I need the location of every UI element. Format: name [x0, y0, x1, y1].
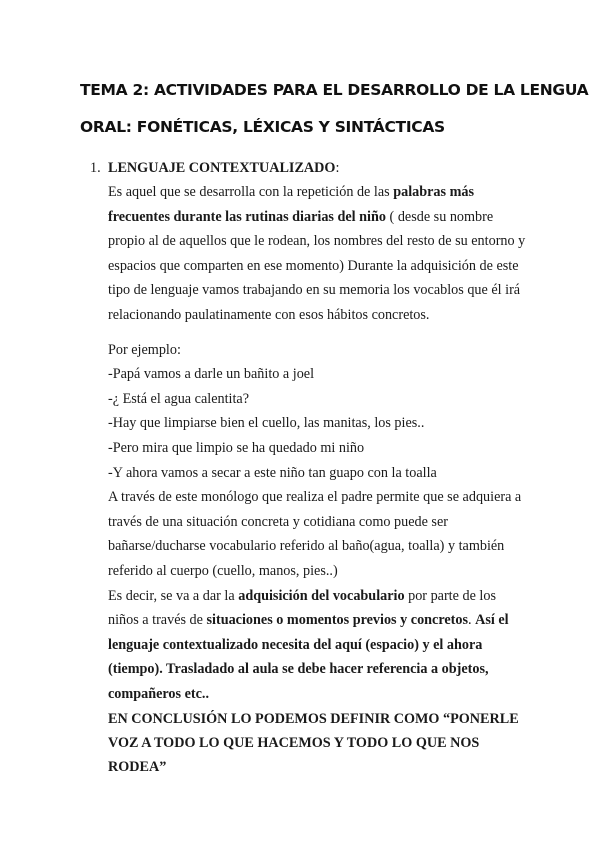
monologue-line: bañarse/ducharse vocabulario referido al baño(agua, toalla) y también — [108, 538, 505, 555]
intro-text-2e: relacionando paulatinamente con esos hábitos concretos. — [108, 306, 430, 323]
example-line: -Pero mira que limpio se ha quedado mi niño — [108, 439, 365, 456]
example-label: Por ejemplo: — [108, 341, 181, 358]
monologue-line: través de una situación concreta y cotidiana como puede ser — [108, 513, 448, 530]
summary-bold-5: (tiempo). Trasladado al aula se debe hacer referencia a objetos, — [108, 661, 489, 678]
conclusion-line: EN CONCLUSIÓN LO PODEMOS DEFINIR COMO “PONERLE — [108, 711, 519, 728]
summary-bold-2: situaciones o momentos previos y concretos — [206, 612, 469, 629]
intro-text-2a: ( desde su nombre — [386, 208, 494, 225]
intro-text-2c: espacios que comparten en ese momento) Durante la adquisición de este — [108, 257, 519, 274]
intro-text-2d: tipo de lenguaje vamos trabajando en su memoria los vocablos que él irá — [108, 282, 521, 299]
document-title — [80, 72, 589, 146]
title-line-2: ORAL: FONÉTICAS, LÉXICAS Y SINTÁCTICAS — [80, 118, 445, 136]
conclusion-line: VOZ A TODO LO QUE HACEMOS Y TODO LO QUE NOS — [108, 735, 480, 752]
section-body — [108, 180, 526, 779]
conclusion-paragraph — [108, 707, 520, 779]
intro-paragraph — [108, 180, 526, 328]
intro-bold-1a: palabras más — [393, 184, 475, 200]
monologue-line: A través de este monólogo que realiza el padre permite que se adquiera a — [108, 489, 522, 506]
intro-text-1: Es aquel que se desarrolla con la repetición de las — [108, 184, 394, 200]
examples-paragraph — [108, 338, 520, 707]
section-lenguaje-contextualizado — [90, 156, 526, 779]
example-line: -Papá vamos a darle un bañito a joel — [108, 366, 315, 383]
summary-text-1: Es decir, se va a dar la — [108, 587, 239, 604]
summary-bold-1: adquisición del vocabulario — [238, 587, 405, 604]
summary-text-2a: por parte de los — [404, 587, 496, 604]
monologue-line: referido al cuerpo (cuello, manos, pies..) — [108, 562, 338, 579]
intro-bold-1b: frecuentes durante las rutinas diarias del niño — [108, 208, 386, 225]
intro-text-2b: propio al de aquellos que le rodean, los nombres del resto de su entorno y — [108, 233, 526, 250]
section-number: 1. — [90, 160, 101, 176]
section-heading-text: LENGUAJE CONTEXTUALIZADO — [108, 160, 336, 176]
summary-bold-6: compañeros etc.. — [108, 685, 209, 702]
section-heading-colon: : — [335, 160, 340, 176]
summary-bold-3: Así el — [475, 612, 509, 629]
example-line: -Y ahora vamos a secar a este niño tan guapo con la toalla — [108, 464, 437, 481]
title-line-1: TEMA 2: ACTIVIDADES PARA EL DESARROLLO DE LA LENGUA — [80, 81, 589, 99]
section-heading — [90, 156, 520, 180]
summary-bold-4: lenguaje contextualizado necesita del aquí (espacio) y el ahora — [108, 636, 483, 653]
example-line: -¿ Está el agua calentita? — [108, 390, 250, 407]
summary-text-2b: niños a través de — [108, 612, 207, 629]
summary-text-3: . — [468, 612, 476, 629]
conclusion-line: RODEA” — [108, 759, 167, 776]
example-line: -Hay que limpiarse bien el cuello, las manitas, los pies.. — [108, 415, 425, 432]
